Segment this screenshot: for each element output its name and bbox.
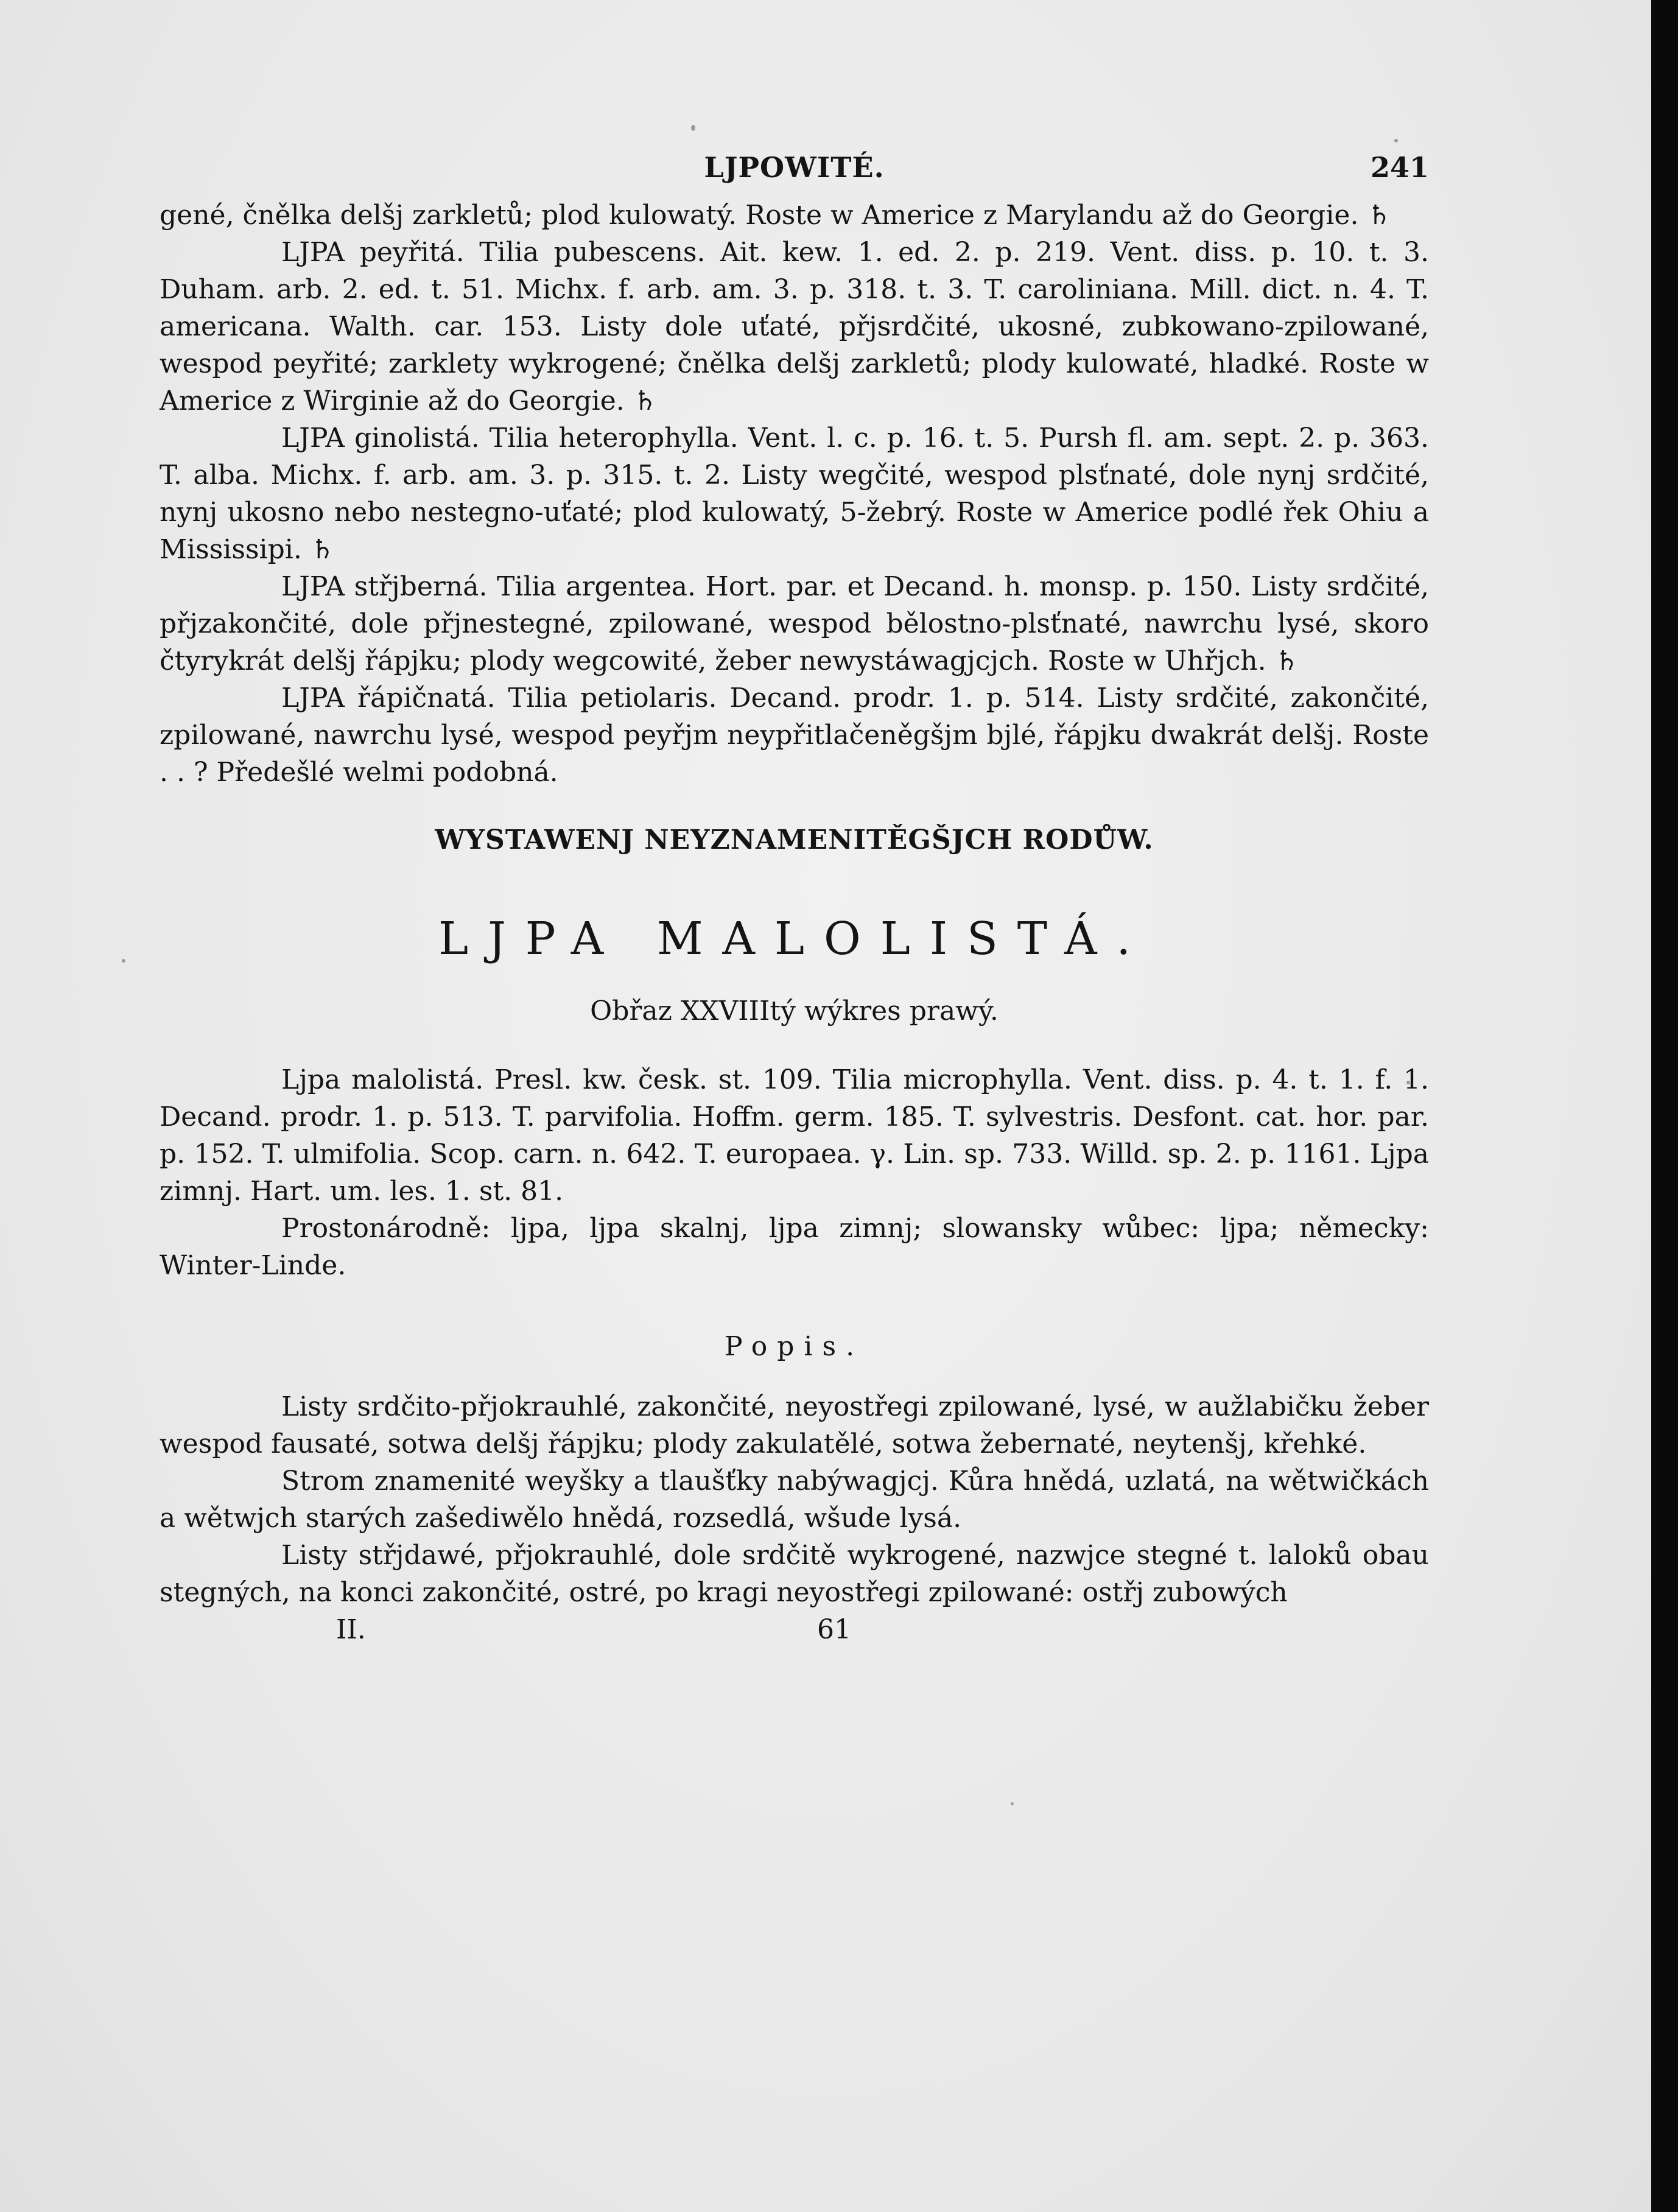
species-entry-heterophylla bbox=[160, 420, 1429, 568]
description-heading: Popis. bbox=[724, 1331, 865, 1362]
paragraph-text: LJPA ginolistá. Tilia heterophylla. Vent. l. c. p. 16. t. 5. Pursh fl. am. sept. 2. p. 363. T. alba. Michx. f. arb. am. 3. p. 315. t. 2. Listy wegčité, wespod plsťnaté, dole nynj srdčité, nynj ukosno nebo nestegno-uťaté; plod kulowatý, 5-žebrý. Roste w Americe podlé řek Ohiu a Mississipi. bbox=[160, 423, 1429, 565]
species-entry-petiolaris: LJPA řápičnatá. Tilia petiolaris. Decand. prodr. 1. p. 514. Listy srdčité, zakončité, zpilowané, nawrchu lysé, wespod peyřjm neypřitlačeněgšjm bjlé, řápjku dwakrát delšj. Roste . . ? Předešlé welmi podobná. bbox=[160, 683, 1429, 788]
synonyms-paragraph: Ljpa malolistá. Presl. kw. česk. st. 109. Tilia microphylla. Vent. diss. p. 4. t. 1. f. 1. Decand. prodr. 1. p. 513. T. parvifolia. Hoffm. germ. 185. T. sylvestris. Desfont. cat. hor. par. p. 152. T. ulmifolia. Scop. carn. n. 642. T. europaea. γ. Lin. sp. 733. Willd. sp. 2. p. 1161. Ljpa zimnj. Hart. um. les. 1. st. 81. bbox=[160, 1064, 1429, 1207]
plate-reference: Obřaz XXVIIItý wýkres prawý. bbox=[590, 995, 999, 1027]
description-paragraph: Strom znamenité weyšky a tlaušťky nabýwagjcj. Kůra hnědá, uzlatá, na wětwičkách a wětwjch starých zašediwělo hnědá, rozsedlá, wšude lysá. bbox=[160, 1466, 1429, 1534]
scan-border bbox=[1651, 0, 1678, 2212]
section-heading: WYSTAWENJ NEYZNAMENITĚGŠJCH RODŮW. bbox=[435, 824, 1154, 855]
ink-speck bbox=[1394, 139, 1398, 142]
tree-symbol-icon: ♄ bbox=[310, 534, 335, 565]
ink-speck bbox=[691, 125, 695, 131]
page-number: 241 bbox=[1370, 151, 1429, 184]
tree-symbol-icon: ♄ bbox=[1274, 645, 1299, 676]
main-title: LJPA MALOLISTÁ. bbox=[438, 913, 1151, 965]
vernacular-names-paragraph: Prostonárodně: ljpa, ljpa skalnj, ljpa zimnj; slowansky wůbec: ljpa; německy: Winter-Linde. bbox=[160, 1213, 1429, 1281]
page-content bbox=[160, 149, 1429, 1648]
running-title: LJPOWITÉ. bbox=[704, 151, 885, 184]
ink-speck bbox=[1011, 1802, 1014, 1805]
species-entry-argentea bbox=[160, 568, 1429, 679]
paragraph-text: LJPA peyřitá. Tilia pubescens. Ait. kew. 1. ed. 2. p. 219. Vent. diss. p. 10. t. 3. Duham. arb. 2. ed. t. 51. Michx. f. arb. am. 3. p. 318. t. 3. T. caroliniana. Mill. dict. n. 4. T. americana. Walth. car. 153. Listy dole uťaté, přjsrdčité, ukosné, zubkowano-zpilowané, wespod peyřité; zarklety wykrogené; čnělka delšj zarkletů; plody kulowaté, hladké. Roste w Americe z Wirginie až do Georgie. bbox=[160, 237, 1429, 416]
gathering-number: 61 bbox=[817, 1614, 851, 1645]
ink-speck bbox=[122, 959, 125, 963]
description-paragraph: Listy srdčito-přjokrauhlé, zakončité, neyostřegi zpilowané, lysé, w aužlabičku žeber wespod fausaté, sotwa delšj řápjku; plody zakulatělé, sotwa žebernaté, neytenšj, křehké. bbox=[160, 1391, 1429, 1459]
paragraph-text: gené, čnělka delšj zarkletů; plod kulowatý. Roste w Americe z Marylandu až do Georgie. bbox=[160, 200, 1359, 231]
running-header bbox=[160, 149, 1429, 192]
tree-symbol-icon: ♄ bbox=[633, 385, 658, 416]
paragraph-text: LJPA střjberná. Tilia argentea. Hort. par. et Decand. h. monsp. p. 150. Listy srdčité, přjzakončité, dole přjnestegné, zpilowané, wespod bělostno-plsťnaté, nawrchu lysé, skoro čtyrykrát delšj řápjku; plody wegcowité, žeber newystáwagjcjch. Roste w Uhřjch. bbox=[160, 571, 1429, 676]
tree-symbol-icon: ♄ bbox=[1367, 200, 1391, 231]
description-paragraph: Listy střjdawé, přjokrauhlé, dole srdčitě wykrogené, nazwjce stegné t. laloků obau stegných, na konci zakončité, ostré, po kragi neyostřegi zpilowané: ostřj zubowých bbox=[160, 1540, 1429, 1608]
signature-mark: II. bbox=[336, 1614, 366, 1645]
page-footer bbox=[160, 1611, 1429, 1648]
paragraph-continued bbox=[160, 197, 1429, 234]
species-entry-pubescens bbox=[160, 234, 1429, 420]
